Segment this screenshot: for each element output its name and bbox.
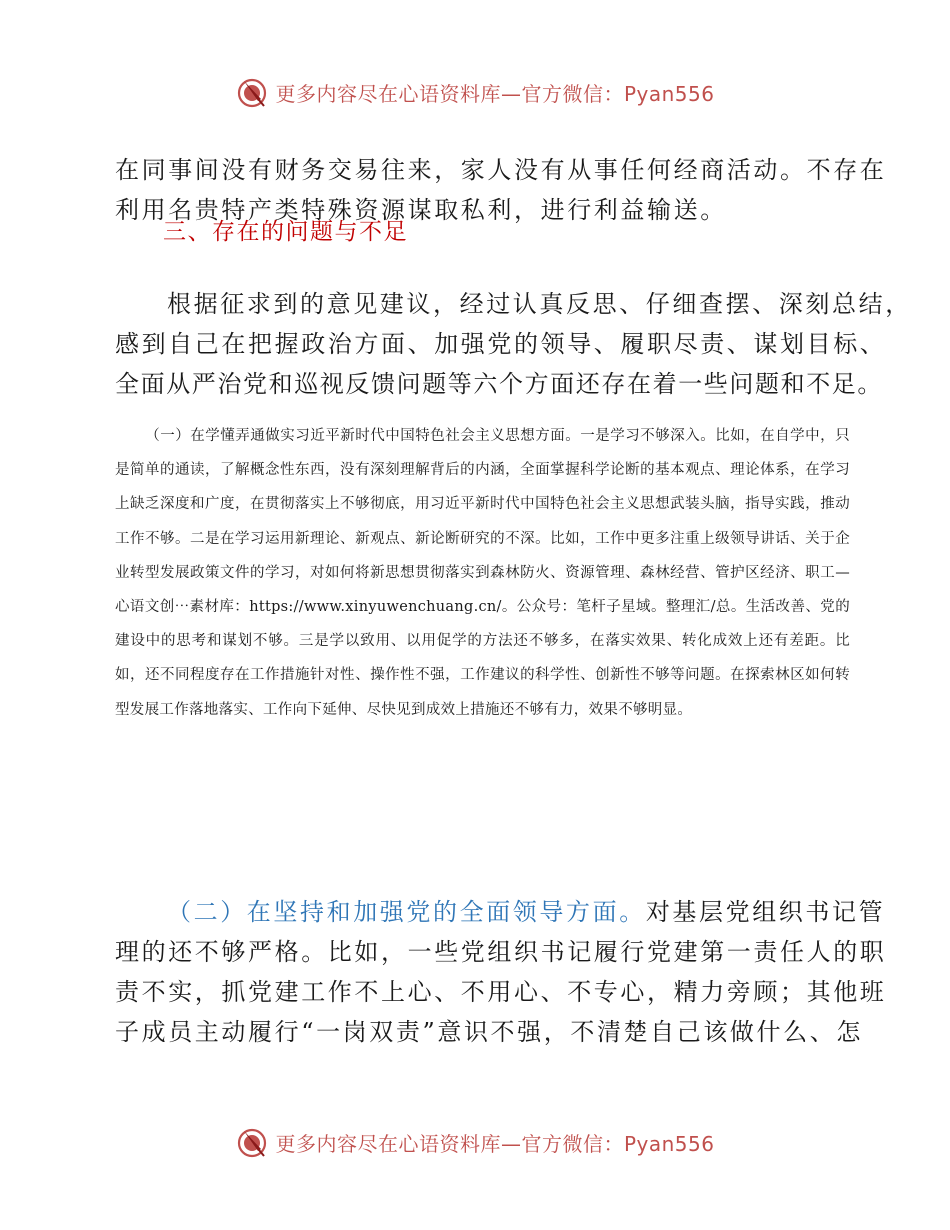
text-line: 全面从严治党和巡视反馈问题等六个方面还存在着一些问题和不足。 bbox=[115, 370, 883, 398]
text-line bbox=[115, 284, 912, 324]
section-2-paragraph bbox=[115, 892, 887, 1052]
text-line: 子成员主动履行“一岗双责”意识不强，不清楚自己该做什么、怎 bbox=[115, 1018, 863, 1046]
text-span: 根据征求到的意见建议，经过认真反思、仔细查摆、深刻总结， bbox=[167, 290, 912, 318]
quill-pen-seal-icon bbox=[235, 75, 269, 109]
banner-text: 更多内容尽在心语资料库—官方微信：Pyan556 bbox=[275, 1131, 715, 1156]
text-line: 理的还不够严格。比如，一些党组织书记履行党建第一责任人的职 bbox=[115, 938, 887, 966]
section-1-paragraph bbox=[115, 419, 850, 727]
footer-banner bbox=[0, 1122, 950, 1162]
section-heading-3: 三、存在的问题与不足 bbox=[163, 219, 408, 245]
section-2-heading: （二）在坚持和加强党的全面领导方面。 bbox=[167, 898, 646, 926]
paragraph-overview bbox=[115, 284, 912, 404]
header-banner bbox=[0, 72, 950, 112]
text-line: 在同事间没有财务交易往来，家人没有从事任何经商活动。不存在 bbox=[115, 156, 887, 184]
banner-text: 更多内容尽在心语资料库—官方微信：Pyan556 bbox=[275, 81, 715, 106]
text-line: 责不实，抓党建工作不上心、不用心、不专心，精力旁顾；其他班 bbox=[115, 978, 887, 1006]
section-1-text: （一）在学懂弄通做实习近平新时代中国特色社会主义思想方面。一是学习不够深入。比如，在自学中，只是简单的通读，了解概念性东西，没有深刻理解背后的内涵，全面掌握科学论断的基本观点、理论体系，在学习上缺乏深度和广度，在贯彻落实上不够彻底，用习近平新时代中国特色社会主义思想武装头脑，指导实践，推动工作不够。二是在学习运用新理论、新观点、新论断研究的不深。比如，工作中更多注重上级领导讲话、关于企业转型发展政策文件的学习，对如何将新思想贯彻落实到森林防火、资源管理、森林经营、管护区经济、职工—心语文创⋯素材库：https://www.xinyuwenchuang.cn/。公众号：笔杆子星域。整理汇/总。生活改善、党的建设中的思考和谋划不够。三是学以致用、以用促学的方法还不够多，在落实效果、转化成效上还有差距。比如，还不同程度存在工作措施针对性、操作性不强，工作建议的科学性、创新性不够等问题。在探索林区如何转型发展工作落地落实、工作向下延伸、尽快见到成效上措施还不够有力，效果不够明显。 bbox=[115, 428, 850, 718]
quill-pen-seal-icon bbox=[235, 1125, 269, 1159]
text-line bbox=[115, 892, 886, 932]
text-line: 感到自己在把握政治方面、加强党的领导、履职尽责、谋划目标、 bbox=[115, 330, 887, 358]
text-span: 对基层党组织书记管 bbox=[645, 898, 886, 926]
text-line: 利用名贵特产类特殊资源谋取私利，进行利益输送。 bbox=[115, 196, 727, 224]
